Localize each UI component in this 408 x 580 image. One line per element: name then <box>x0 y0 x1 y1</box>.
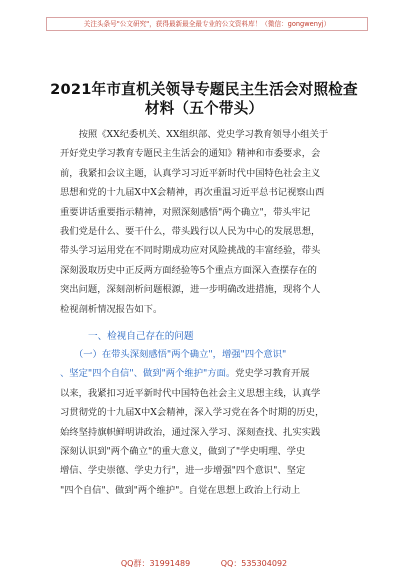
document-title-line-1: 2021年市直机关领导专题民主生活会对照检查 <box>50 81 358 98</box>
promo-banner: 关注头条号"公文研究"，获得最新最全最专业的公文资料库！（微信：gongwenyj） <box>46 17 368 31</box>
intro-line: 深刻汲取历史中正反两方面经验等5个重点方面深入查摆存在的 <box>60 264 317 276</box>
intro-line: 检视剖析情况报告如下。 <box>60 303 163 315</box>
document-title-line-2: 材料（五个带头） <box>144 100 264 117</box>
intro-line: 重要讲话重要指示精神，对照深刻感悟"两个确立"，带头牢记 <box>60 206 311 218</box>
intro-line: 前，我紧扣会议主题，认真学习习近平新时代中国特色社会主义 <box>60 167 321 179</box>
intro-line: 带头学习运用党在不同时期成功应对风险挑战的丰富经验，带头 <box>60 245 321 257</box>
section-line: 增信、学史崇德、学史力行"，进一步增强"四个意识"、坚定 <box>60 465 306 477</box>
intro-line: 思想和党的十九届X中X会精神，再次重温习近平总书记视察山西 <box>60 187 325 199</box>
section-line: "四个自信"、做到"两个维护"。自觉在思想上政治上行动上 <box>60 484 301 496</box>
section-line: 习贯彻党的十九届X中X会精神，深入学习党在各个时期的历史， <box>60 407 325 419</box>
section-line: 深刻认识到"两个确立"的重大意义，做到了"学史明理、学史 <box>60 445 306 457</box>
intro-line: 突出问题，深刻剖析问题根源，进一步明确改进措施，现将个人 <box>60 284 321 296</box>
section-line: 始终坚持旗帜鲜明讲政治，通过深入学习、深刻查找、扎实实践 <box>60 426 321 438</box>
subsection-heading-cont: 、坚定"四个自信"、做到"两个维护"方面。 <box>60 368 236 380</box>
section-line <box>60 364 362 383</box>
intro-line: 按照《XX纪委机关、XX组织部、党史学习教育领导小组关于 <box>60 129 329 140</box>
subsection-heading: （一）在带头深刻感悟"两个确立"，增强"四个意识" <box>60 349 287 360</box>
section-heading: 一、检视自己存在的问题 <box>88 331 194 342</box>
intro-line: 我们党是什么、要干什么，带头践行以人民为中心的发展思想， <box>60 225 321 237</box>
section-line: 以来，我紧扣习近平新时代中国特色社会主义思想主线，认真学 <box>60 387 321 399</box>
section-paragraph <box>60 345 362 500</box>
qq-group: QQ群：31991489 <box>120 559 191 568</box>
intro-line: 开好党史学习教育专题民主生活会的通知》精神和市委要求，会 <box>60 148 321 160</box>
intro-paragraph <box>60 125 362 319</box>
qq-number: QQ：535304092 <box>220 559 288 568</box>
section-line-text: 党史学习教育开展 <box>235 368 310 380</box>
footer-contact <box>0 558 408 569</box>
